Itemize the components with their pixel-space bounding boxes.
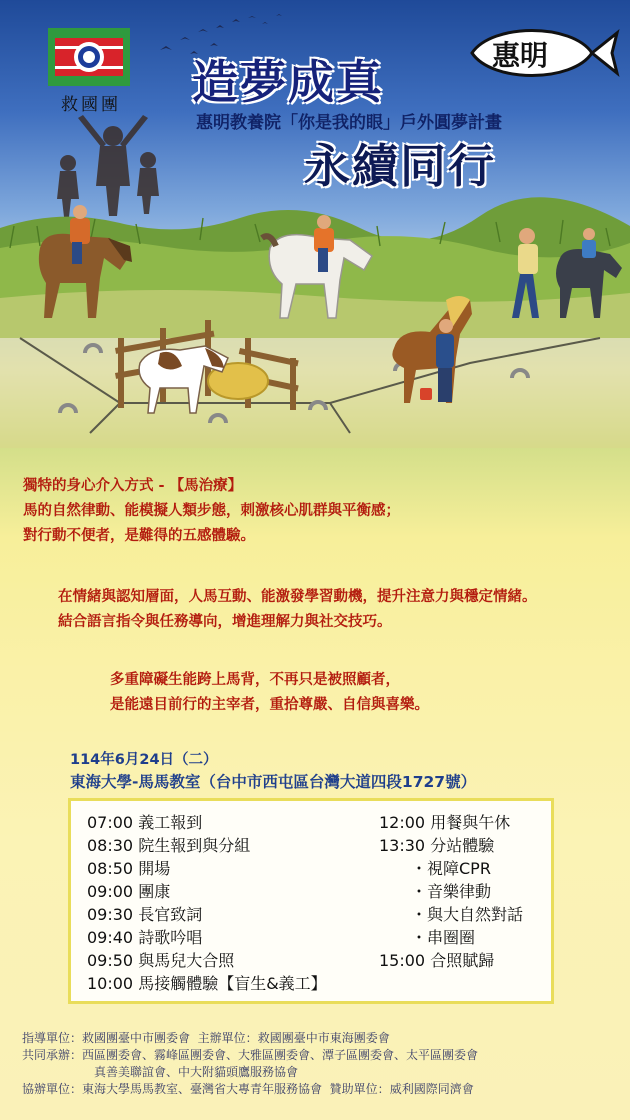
- schedule-item: 09:00 團康: [87, 882, 171, 901]
- schedule-item: 09:30 長官致詞: [87, 905, 203, 924]
- intro-line-3: 對行動不便者，是難得的五感體驗。: [23, 528, 255, 544]
- co-label: 共同承辦：: [22, 1048, 83, 1062]
- schedule-item: 08:50 開場: [87, 859, 171, 878]
- logo-text: 救國團: [61, 95, 121, 115]
- footer-row-org: [22, 1081, 622, 1098]
- event-venue: 東海大學-馬馬教室（台中市西屯區台灣大道四段1727號）: [70, 773, 477, 791]
- co-value-1: 西區團委會、霧峰區團委會、大雅區團委會、潭子區團委會、太平區團委會: [82, 1048, 479, 1062]
- title-line-1: 造夢成真: [192, 55, 384, 109]
- sponsor-value: 威利國際同濟會: [389, 1082, 474, 1096]
- schedule-subitem: ・串圈圈: [411, 928, 476, 947]
- fish-logo-text: 惠明: [492, 39, 549, 72]
- schedule-item: 12:00 用餐與午休: [379, 813, 511, 832]
- schedule-item: 10:00 馬接觸體驗【盲生&義工】: [87, 974, 327, 993]
- intro-line-1: 獨特的身心介入方式 - 【馬治療】: [23, 478, 243, 494]
- intro-paragraph: [23, 474, 400, 549]
- benefits-line-2: 結合語言指令與任務導向，增進理解力與社交技巧。: [58, 614, 392, 630]
- sun-emblem-icon: [72, 40, 106, 74]
- schedule-subitem: ・視障CPR: [411, 859, 491, 878]
- guidance-value: 救國團臺中市團委會: [82, 1031, 191, 1045]
- host-label: 主辦單位：: [197, 1031, 258, 1045]
- closing-line-1: 多重障礙生能跨上馬背，不再只是被照顧者，: [110, 672, 400, 688]
- guidance-label: 指導單位：: [22, 1031, 83, 1045]
- schedule-item: 15:00 合照賦歸: [379, 951, 495, 970]
- org-label: 協辦單位：: [22, 1082, 83, 1096]
- benefits-line-1: 在情緒與認知層面，人馬互動、能激發學習動機，提升注意力與穩定情緒。: [58, 589, 537, 605]
- organizers-footer: [22, 1030, 622, 1098]
- schedule-item: 07:00 義工報到: [87, 813, 203, 832]
- schedule-box: [68, 798, 554, 1004]
- sponsor-label: 贊助單位：: [329, 1082, 390, 1096]
- footer-row-co: [22, 1047, 622, 1064]
- intro-line-2: 馬的自然律動、能模擬人類步態，刺激核心肌群與平衡感；: [23, 503, 400, 519]
- cyc-logo: [48, 28, 130, 86]
- footer-row-co-cont: [22, 1064, 622, 1081]
- schedule-item: 09:40 詩歌吟唱: [87, 928, 203, 947]
- schedule-subitem: ・與大自然對話: [411, 905, 524, 924]
- event-date: 114年6月24日（二）: [70, 752, 218, 768]
- horse-therapy-illustration: [0, 188, 630, 448]
- closing-paragraph: [110, 668, 429, 718]
- schedule-subitem: ・音樂律動: [411, 882, 492, 901]
- schedule-item: 09:50 與馬兒大合照: [87, 951, 235, 970]
- benefits-paragraph: [58, 585, 537, 635]
- closing-line-2: 是能遠目前行的主宰者，重拾尊嚴、自信與喜樂。: [110, 697, 429, 713]
- schedule-item: 13:30 分站體驗: [379, 836, 495, 855]
- schedule-item: 08:30 院生報到與分組: [87, 836, 251, 855]
- co-value-2: 真善美聯誼會、中大附貓頭鷹服務協會: [94, 1065, 299, 1079]
- subtitle: 惠明教養院「你是我的眼」戶外圓夢計畫: [196, 113, 502, 133]
- title-line-2: 永續同行: [304, 139, 496, 193]
- footer-row-guidance: [22, 1030, 622, 1047]
- org-value: 東海大學馬馬教室、臺灣省大專青年服務協會: [82, 1082, 323, 1096]
- host-value: 救國團臺中市東海團委會: [257, 1031, 390, 1045]
